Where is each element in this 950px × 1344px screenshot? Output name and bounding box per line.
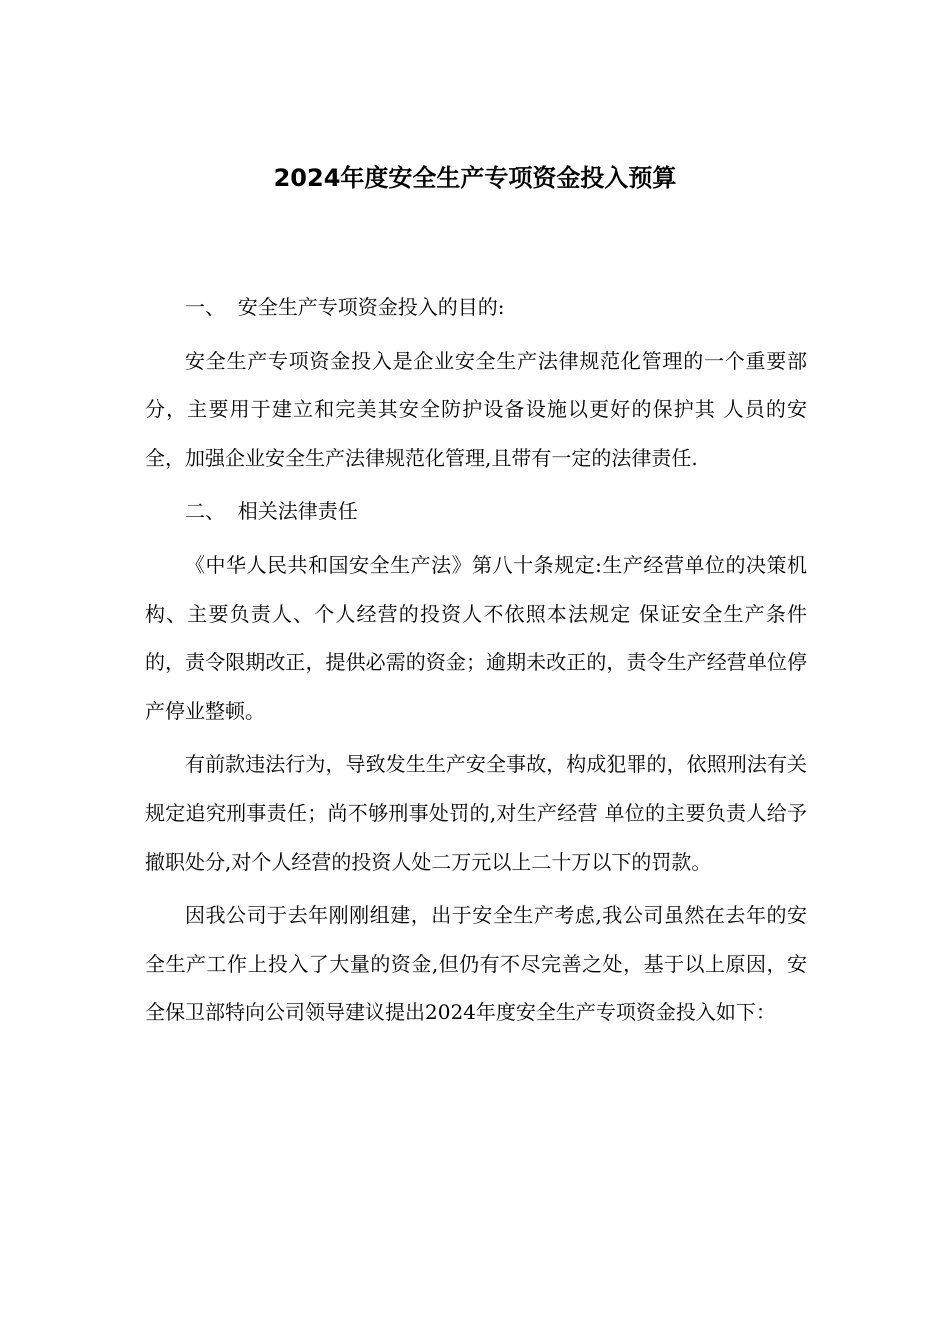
paragraph-budget-proposal: 因我公司于去年刚刚组建，出于安全生产考虑,我公司虽然在去年的安全生产工作上投入了大量的资金,但仍有不尽完善之处，基于以上原因，安全保卫部特向公司领导建议提出2024年度安全生产专项资金投入如下： bbox=[145, 903, 807, 1025]
document-title: 2024年度安全生产专项资金投入预算 bbox=[273, 164, 677, 192]
section-heading-purpose: 一、 安全生产专项资金投入的目的: bbox=[185, 295, 505, 319]
paragraph-safety-law-article: 《中华人民共和国安全生产法》第八十条规定:生产经营单位的决策机构、主要负责人、个人经营的投资人不依照本法规定 保证安全生产条件的，责令限期改正，提供必需的资金；逾期未改正的，责令生产经营单位停产停业整顿。 bbox=[145, 552, 807, 723]
paragraph-purpose: 安全生产专项资金投入是企业安全生产法律规范化管理的一个重要部分，主要用于建立和完美其安全防护设备设施以更好的保护其 人员的安全，加强企业安全生产法律规范化管理,且带有一定的法律责任. bbox=[145, 348, 807, 470]
paragraph-penalties: 有前款违法行为，导致发生生产安全事故，构成犯罪的，依照刑法有关规定追究刑事责任；尚不够刑事处罚的,对生产经营 单位的主要负责人给予撤职处分,对个人经营的投资人处二万元以上二十万以下的罚款。 bbox=[145, 752, 807, 874]
document-body bbox=[145, 283, 807, 1037]
section-heading-legal-liability: 二、 相关法律责任 bbox=[185, 499, 358, 524]
